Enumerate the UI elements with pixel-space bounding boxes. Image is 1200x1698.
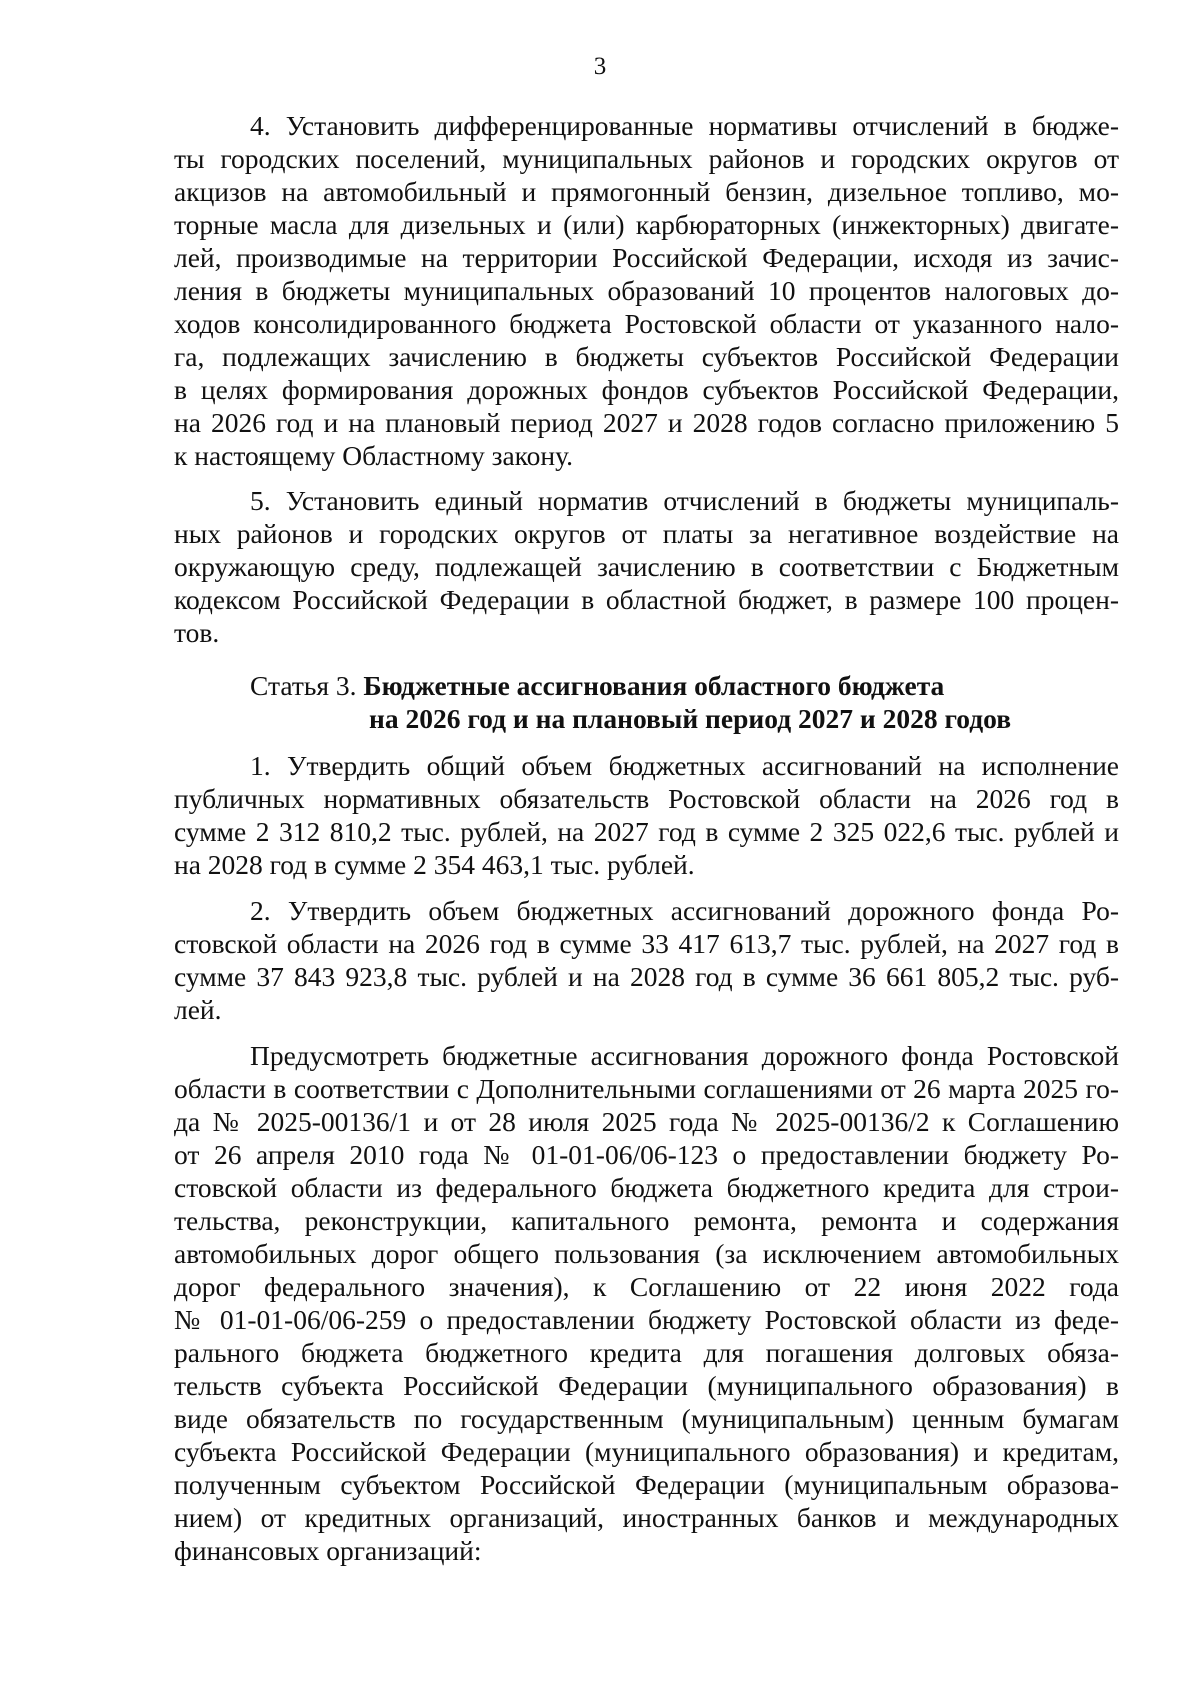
paragraph-5-line: 5. Установить единый норматив отчислений в бюджеты муниципаль- [250,485,1119,516]
article-3-paragraph-line: виде обязательств по государственным (муниципальным) ценным бумагам [174,1403,1119,1434]
paragraph-4-line: к настоящему Областному закону. [174,440,573,471]
article-3-paragraph-line: тельства, реконструкции, капитального ремонта, ремонта и содержания [174,1205,1119,1236]
article-3-item-2-line: сумме 37 843 923,8 тыс. рублей и на 2028 год в сумме 36 661 805,2 тыс. руб- [174,961,1119,992]
paragraph-5-line: окружающую среду, подлежащей зачислению в соответствии с Бюджетным [174,551,1119,582]
paragraph-5-line: тов. [174,617,220,648]
article-3-paragraph-line: да № 2025-00136/1 и от 28 июля 2025 года № 2025-00136/2 к Соглашению [174,1106,1119,1137]
paragraph-4-line: лей, производимые на территории Российской Федерации, исходя из зачис- [174,242,1119,273]
paragraph-4-line: акцизов на автомобильный и прямогонный бензин, дизельное топливо, мо- [174,176,1119,207]
paragraph-4-line: ты городских поселений, муниципальных районов и городских округов от [174,143,1119,174]
article-title-line-2: на 2026 год и на плановый период 2027 и 2028 годов [369,703,1012,734]
article-3-paragraph-line: полученным субъектом Российской Федерации (муниципальным образова- [174,1469,1119,1500]
article-3-paragraph-line: финансовых организаций: [174,1535,482,1566]
paragraph-4-line: га, подлежащих зачислению в бюджеты субъектов Российской Федерации [174,341,1119,372]
paragraph-4-line: ходов консолидированного бюджета Ростовской области от указанного нало- [174,308,1119,339]
article-3-paragraph-line: субъекта Российской Федерации (муниципального образования) и кредитам, [174,1436,1119,1467]
article-3-paragraph-line: № 01-01-06/06-259 о предоставлении бюджету Ростовской области из феде- [174,1304,1119,1335]
paragraph-4-line: 4. Установить дифференцированные нормативы отчислений в бюдже- [250,110,1119,141]
article-3-paragraph-line: нием) от кредитных организаций, иностранных банков и международных [174,1502,1119,1533]
article-prefix: Статья 3. [250,670,357,701]
paragraph-4-line: на 2026 год и на плановый период 2027 и 2028 годов согласно приложению 5 [174,407,1119,438]
article-3-paragraph-line: Предусмотреть бюджетные ассигнования дорожного фонда Ростовской [250,1040,1119,1071]
article-3-item-2-line: стовской области на 2026 год в сумме 33 417 613,7 тыс. рублей, на 2027 год в [174,928,1119,959]
article-3-paragraph-line: автомобильных дорог общего пользования (за исключением автомобильных [174,1238,1119,1269]
paragraph-4-line: в целях формирования дорожных фондов субъектов Российской Федерации, [174,374,1119,405]
article-3-paragraph-line: от 26 апреля 2010 года № 01-01-06/06-123 о предоставлении бюджету Ро- [174,1139,1119,1170]
article-3-item-2-line: лей. [174,994,222,1025]
article-3-item-1-line: 1. Утвердить общий объем бюджетных ассигнований на исполнение [250,750,1119,781]
article-heading-line-2 [369,703,1011,735]
article-3-paragraph-line: дорог федерального значения), к Соглашению от 22 июня 2022 года [174,1271,1119,1302]
article-title-line-1: Бюджетные ассигнования областного бюджета [363,670,945,701]
article-3-paragraph-line: стовской области из федерального бюджета бюджетного кредита для строи- [174,1172,1119,1203]
paragraph-4-line: ления в бюджеты муниципальных образований 10 процентов налоговых до- [174,275,1119,306]
article-heading [250,670,944,702]
article-3-item-1-line: публичных нормативных обязательств Ростовской области на 2026 год в [174,783,1119,814]
article-3-item-1-line: на 2028 год в сумме 2 354 463,1 тыс. рублей. [174,849,695,880]
paragraph-5-line: ных районов и городских округов от платы за негативное воздействие на [174,518,1119,549]
article-3-paragraph-line: тельств субъекта Российской Федерации (муниципального образования) в [174,1370,1119,1401]
article-3-paragraph-line: области в соответствии с Дополнительными соглашениями от 26 марта 2025 го- [174,1073,1119,1104]
page-number: 3 [593,53,607,80]
paragraph-5-line: кодексом Российской Федерации в областной бюджет, в размере 100 процен- [174,584,1119,615]
article-3-item-2-line: 2. Утвердить объем бюджетных ассигнований дорожного фонда Ро- [250,895,1119,926]
paragraph-4-line: торные масла для дизельных и (или) карбюраторных (инжекторных) двигате- [174,209,1119,240]
article-3-item-1-line: сумме 2 312 810,2 тыс. рублей, на 2027 год в сумме 2 325 022,6 тыс. рублей и [174,816,1119,847]
article-3-paragraph-line: рального бюджета бюджетного кредита для погашения долговых обяза- [174,1337,1119,1368]
